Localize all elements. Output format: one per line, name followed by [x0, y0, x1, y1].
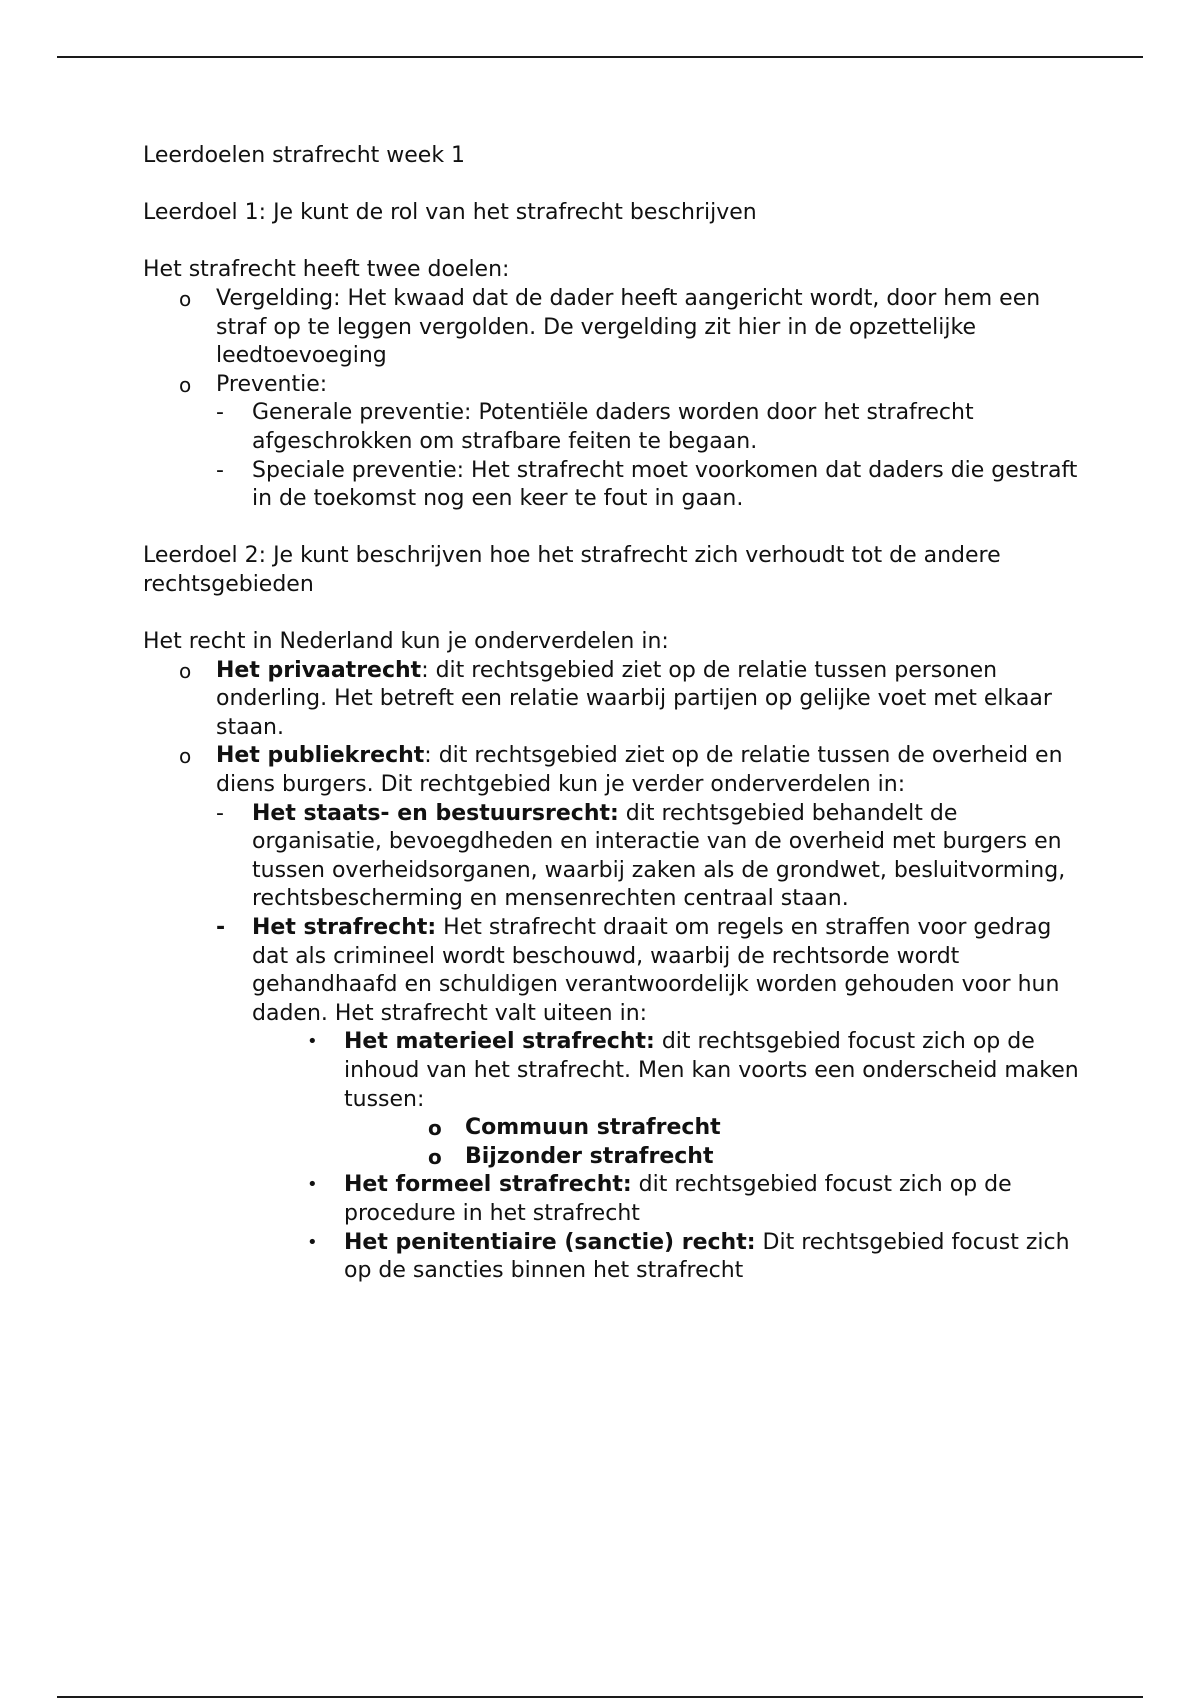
list-item-text: Vergelding: Het kwaad dat de dader heeft aangericht wordt, door hem een straf op te leggen vergolden. De vergelding zit hier in de opzettelijke leedtoevoeging [216, 285, 1041, 369]
dash-marker: - [216, 457, 224, 483]
term-label: Het formeel strafrecht: [344, 1172, 632, 1198]
list-item-staats-bestuursrecht [143, 800, 1083, 914]
bullet-marker: o [179, 286, 192, 311]
term-label: Het staats- en bestuursrecht: [252, 800, 619, 826]
bullet-marker: o [179, 744, 192, 769]
list-item-penitentiair-recht [143, 1229, 1083, 1286]
spacer [143, 228, 1083, 257]
term-label: Commuun strafrecht [465, 1115, 721, 1141]
list-item-text: dit rechtsgebied behandelt de organisatie, bevoegdheden en interactie van de overheid met burgers en tussen overheidsorganen, waarbij zaken als de grondwet, besluitvorming, rechtsbescherming en mensenrechten centraal staan. [252, 800, 1066, 912]
bullet-marker: o [428, 1144, 442, 1169]
goal2-heading: Leerdoel 2: Je kunt beschrijven hoe het strafrecht zich verhoudt tot de andere rechtsgebieden [143, 543, 1001, 597]
spacer [143, 171, 1083, 200]
list-item-materieel-strafrecht [143, 1028, 1083, 1114]
list-item-text: dit rechtsgebied focust zich op de inhoud van het strafrecht. Men kan voorts een onderscheid maken tussen: [344, 1029, 1079, 1112]
list-item-publiekrecht [143, 742, 1083, 799]
list-item-text: : dit rechtsgebied ziet op de relatie tussen personen onderling. Het betreft een relatie waarbij partijen op gelijke voet met elkaar staan. [216, 657, 1052, 740]
list-item-generale-preventie [143, 399, 1083, 456]
bullet-marker: • [307, 1174, 318, 1196]
list-item-commuun-strafrecht [143, 1114, 1083, 1143]
list-item-text: Dit rechtsgebied focust zich op de sancties binnen het strafrecht [344, 1229, 1070, 1284]
term-label: Het privaatrecht [216, 657, 422, 683]
list-item-speciale-preventie [143, 457, 1083, 514]
list-item-text: Speciale preventie: Het strafrecht moet voorkomen dat daders die gestraft in de toekomst nog een keer te fout in gaan. [252, 457, 1078, 512]
dash-marker: - [216, 915, 226, 941]
spacer [143, 600, 1083, 629]
bullet-marker: • [307, 1231, 318, 1253]
list-item-formeel-strafrecht [143, 1171, 1083, 1228]
spacer [143, 514, 1083, 543]
bullet-marker: o [428, 1116, 442, 1141]
list-item-text: Generale preventie: Potentiële daders worden door het strafrecht afgeschrokken om strafbare feiten te begaan. [252, 400, 974, 454]
list-item-preventie [143, 371, 1083, 400]
list-item-text: dit rechtsgebied focust zich op de procedure in het strafrecht [344, 1172, 1012, 1226]
term-label: Het strafrecht: [252, 915, 437, 941]
top-rule [57, 56, 1143, 58]
list-item-bijzonder-strafrecht [143, 1143, 1083, 1172]
bullet-marker: o [179, 372, 192, 397]
document-body [143, 142, 1083, 1286]
goal2-intro: Het recht in Nederland kun je onderverdelen in: [143, 629, 669, 655]
document-title: Leerdoelen strafrecht week 1 [143, 143, 466, 168]
list-item-vergelding [143, 285, 1083, 371]
list-item-text: Preventie: [216, 371, 328, 397]
term-label: Bijzonder strafrecht [465, 1143, 714, 1169]
bottom-rule [57, 1696, 1143, 1698]
list-item-text: : dit rechtsgebied ziet op de relatie tussen de overheid en diens burgers. Dit rechtgebied kun je verder onderverdelen in: [216, 743, 1063, 798]
term-label: Het penitentiaire (sanctie) recht: [344, 1229, 756, 1255]
bullet-marker: • [307, 1031, 318, 1053]
dash-marker: - [216, 400, 224, 426]
term-label: Het materieel strafrecht: [344, 1029, 655, 1055]
list-item-text: Het strafrecht draait om regels en straffen voor gedrag dat als crimineel wordt beschouwd, waarbij de rechtsorde wordt gehandhaafd en schuldigen verantwoordelijk worden gehouden voor hun daden. Het strafrecht valt uiteen in: [252, 915, 1060, 1026]
dash-marker: - [216, 800, 224, 826]
goal1-heading: Leerdoel 1: Je kunt de rol van het strafrecht beschrijven [143, 200, 757, 226]
goal1-intro: Het strafrecht heeft twee doelen: [143, 257, 510, 283]
list-item-strafrecht [143, 914, 1083, 1028]
bullet-marker: o [179, 658, 192, 683]
list-item-privaatrecht [143, 657, 1083, 743]
term-label: Het publiekrecht [216, 743, 425, 769]
